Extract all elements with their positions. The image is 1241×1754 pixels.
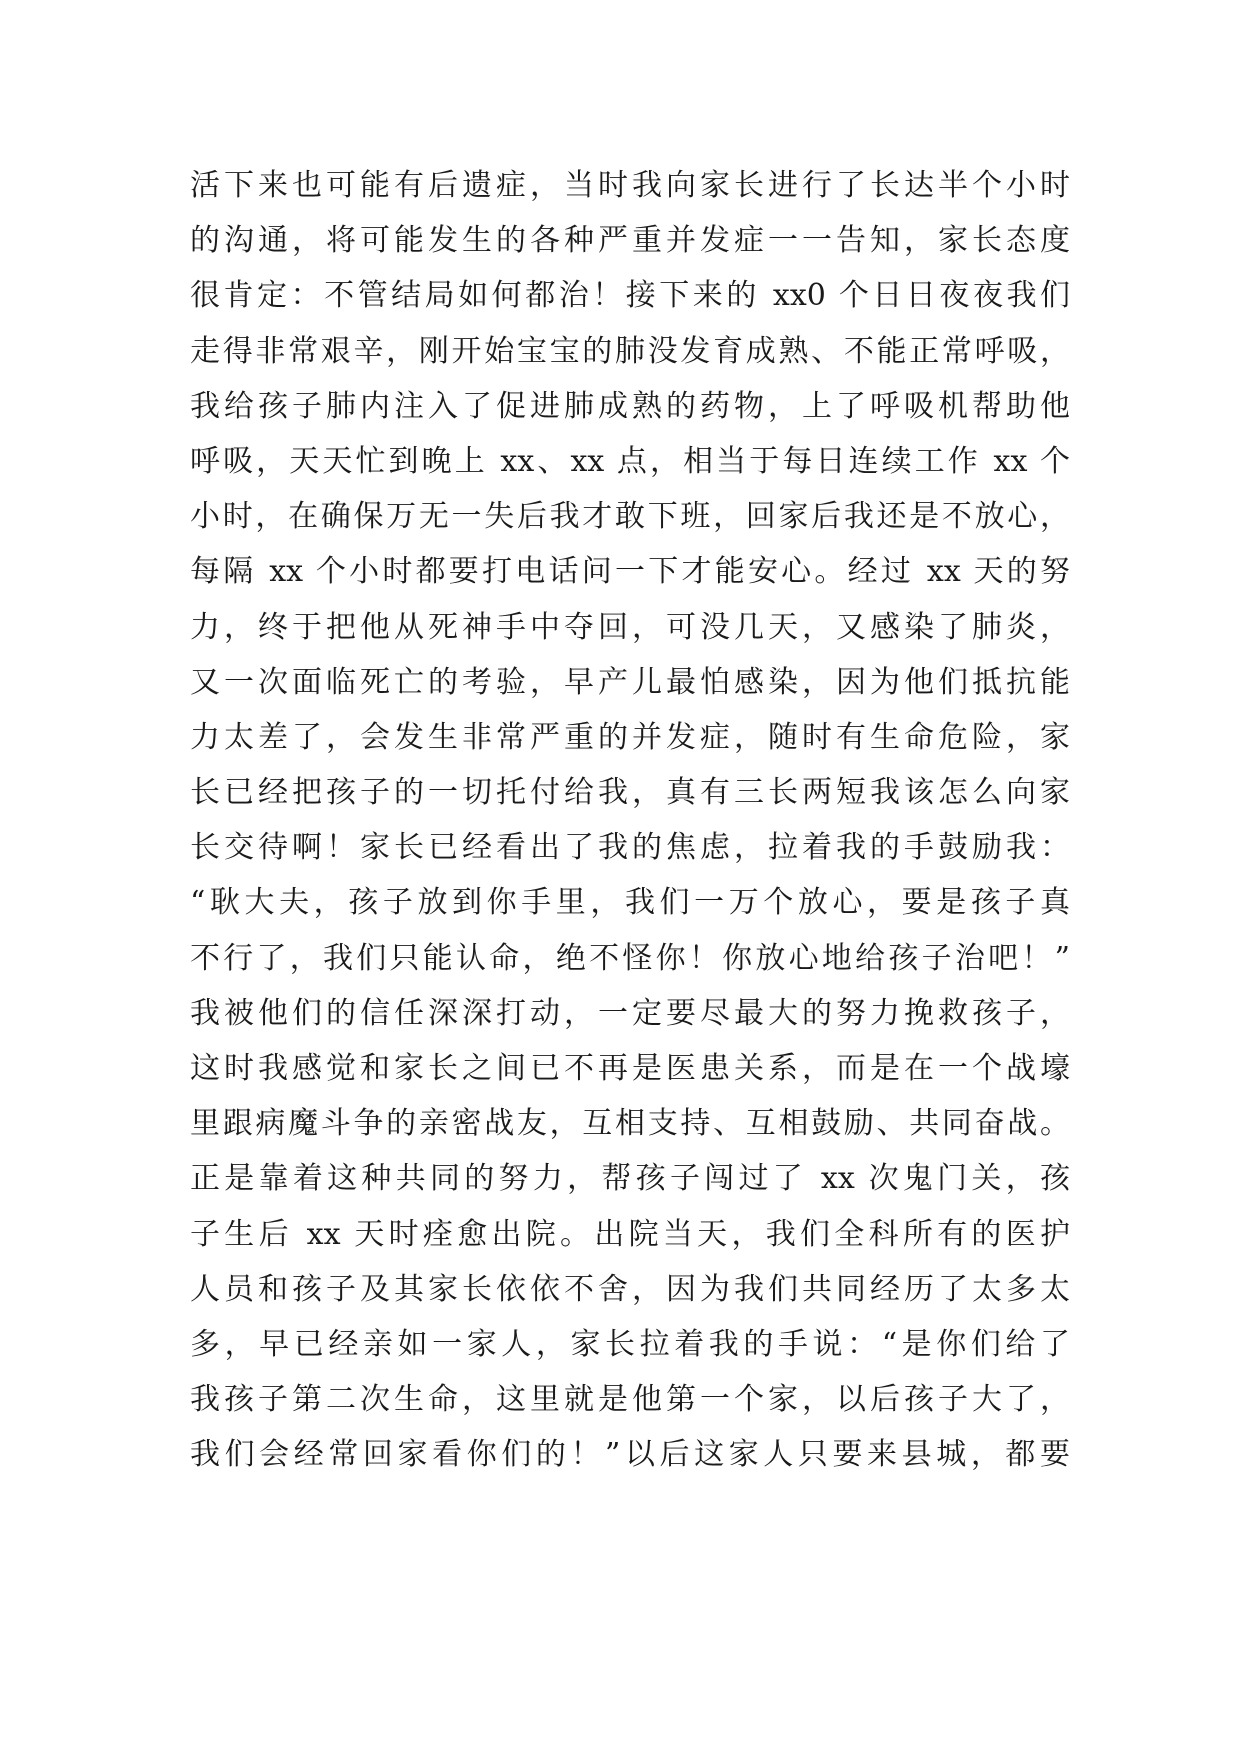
text-line-14: “耿大夫，孩子放到你手里，我们一万个放心，要是孩子真 bbox=[190, 885, 1070, 921]
text-line-7: 小时，在确保万无一失后我才敢下班，回家后我还是不放心， bbox=[190, 499, 1070, 535]
text-line-2: 的沟通，将可能发生的各种严重并发症一一告知，家长态度 bbox=[190, 223, 1070, 259]
text-line-3: 很肯定：不管结局如何都治！接下来的 xx0 个日日夜夜我们 bbox=[190, 278, 1070, 314]
text-line-24: 我们会经常回家看你们的！”以后这家人只要来县城，都要 bbox=[190, 1437, 1070, 1473]
text-line-17: 这时我感觉和家长之间已不再是医患关系，而是在一个战壕 bbox=[190, 1051, 1070, 1086]
text-line-12: 长已经把孩子的一切托付给我，真有三长两短我该怎么向家 bbox=[190, 775, 1070, 811]
text-line-1: 活下来也可能有后遗症，当时我向家长进行了长达半个小时 bbox=[190, 168, 1070, 203]
text-line-11: 力太差了，会发生非常严重的并发症，随时有生命危险，家 bbox=[190, 719, 1070, 755]
text-line-21: 人员和孩子及其家长依依不舍，因为我们共同经历了太多太 bbox=[190, 1271, 1070, 1307]
text-line-23: 我孩子第二次生命，这里就是他第一个家，以后孩子大了， bbox=[190, 1382, 1070, 1418]
body-text bbox=[190, 158, 1070, 1483]
text-line-5: 我给孩子肺内注入了促进肺成熟的药物，上了呼吸机帮助他 bbox=[190, 388, 1070, 424]
text-line-6: 呼吸，天天忙到晚上 xx、xx 点，相当于每日连续工作 xx 个 bbox=[190, 443, 1070, 479]
text-line-8: 每隔 xx 个小时都要打电话问一下才能安心。经过 xx 天的努 bbox=[190, 554, 1070, 590]
text-line-18: 里跟病魔斗争的亲密战友，互相支持、互相鼓励、共同奋战。 bbox=[190, 1106, 1070, 1142]
text-line-16: 我被他们的信任深深打动，一定要尽最大的努力挽救孩子， bbox=[190, 995, 1070, 1031]
text-line-9: 力，终于把他从死神手中夺回，可没几天，又感染了肺炎， bbox=[190, 609, 1070, 645]
text-line-10: 又一次面临死亡的考验，早产儿最怕感染，因为他们抵抗能 bbox=[190, 664, 1070, 700]
text-line-19: 正是靠着这种共同的努力，帮孩子闯过了 xx 次鬼门关，孩 bbox=[190, 1161, 1070, 1197]
text-line-4: 走得非常艰辛，刚开始宝宝的肺没发育成熟、不能正常呼吸， bbox=[190, 333, 1070, 369]
text-line-20: 子生后 xx 天时痊愈出院。出院当天，我们全科所有的医护 bbox=[190, 1216, 1070, 1252]
text-line-22: 多，早已经亲如一家人，家长拉着我的手说：“是你们给了 bbox=[190, 1326, 1070, 1362]
text-line-15: 不行了，我们只能认命，绝不怪你！你放心地给孩子治吧！” bbox=[190, 940, 1070, 976]
text-line-13: 长交待啊！家长已经看出了我的焦虑，拉着我的手鼓励我： bbox=[190, 830, 1070, 866]
